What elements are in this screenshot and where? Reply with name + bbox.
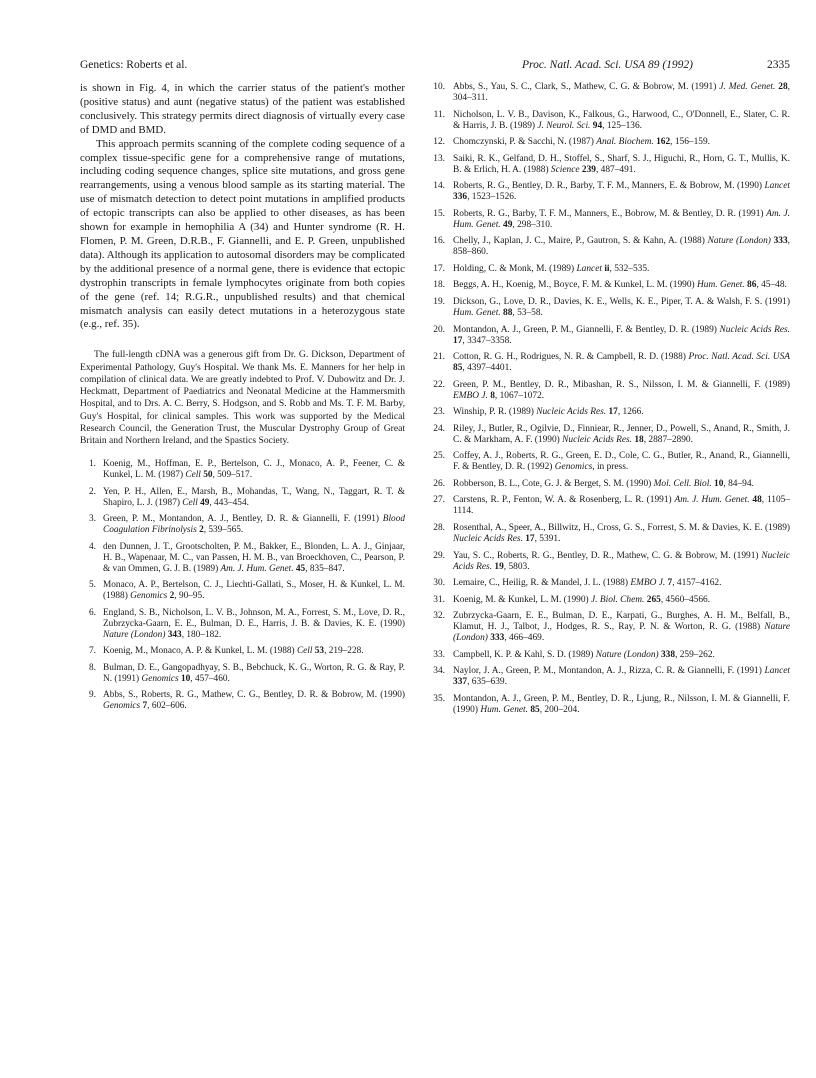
reference-pages: , 1105–1114. <box>453 495 791 517</box>
reference-number: 10 . <box>425 82 445 93</box>
acknowledgment: The full-length cDNA was a generous gift from Dr. G. Dickson, Department of Experimental Pathology, Guy's Hospital. We thank Ms. E. Manners for her help in compilation of clinical data. We are greatly indebted to Prof. V. Dubowitz and Dr. J. Heckmatt, Department of Paediatrics and Neonatal Medicine at the Hammersmith Hospital, and to Drs. A. C. Berry, S. Hodgson, and S. Robb and Ms. T. F. M. Barby, Guy's Hospital, for clinical samples. This work was supported by the Medical Research Council, the Generation Trust, the Muscular Dystrophy Group of Great Britain and Northern Ireland, and the Spastics Society. <box>80 349 405 447</box>
reference-authors: Naylor, J. A., Green, P. M., Montandon, A. J., Rizza, C. R. & Giannelli, F. (1991) <box>453 666 762 677</box>
reference-authors: Chomczynski, P. & Sacchi, N. (1987) <box>453 137 594 148</box>
reference-volume: ii <box>604 263 610 274</box>
reference-volume: 86 <box>747 280 757 291</box>
reference-journal: Blood Coagulation Fibrinolysis <box>103 514 405 536</box>
reference-journal: Anal. Biochem. <box>596 137 654 148</box>
reference-item <box>425 451 790 473</box>
reference-list-right <box>425 82 790 716</box>
reference-volume: 18 <box>634 434 644 445</box>
reference-pages: , 298–310. <box>512 219 553 230</box>
page-number: 2335 <box>767 59 790 71</box>
reference-number: 14 . <box>425 181 445 192</box>
reference-journal: Nucleic Acids Res. <box>453 534 523 545</box>
reference-journal: Nucleic Acids Res. <box>562 434 632 445</box>
reference-number: 13 . <box>425 154 445 165</box>
reference-pages: , 304–311. <box>453 82 790 104</box>
reference-number: 4 . <box>80 542 96 553</box>
reference-authors: Yen, P. H., Allen, E., Marsh, B., Mohandas, T., Wang, N., Taggart, R. T. & Shapiro, L. J. (1987) <box>103 486 405 508</box>
reference-pages: , 835–847. <box>305 563 345 574</box>
reference-volume: 94 <box>592 120 603 131</box>
reference-volume: 239 <box>581 164 596 175</box>
reference-volume: 17 <box>525 534 535 545</box>
reference-authors: Riley, J., Butler, R., Ogilvie, D., Finniear, R., Jenner, D., Powell, S., Anand, R., Smith, J. C. & Markham, A. F. (1990) <box>453 423 790 445</box>
reference-pages: , 4157–4162. <box>672 578 722 589</box>
reference-item <box>425 666 790 688</box>
reference-item <box>425 694 790 716</box>
reference-authors: Nicholson, L. V. B., Davison, K., Falkous, G., Harwood, C., O'Donnell, E., Slater, C. R. & Harris, J. B. (1989) <box>453 109 790 131</box>
reference-journal: Genomics <box>141 673 179 684</box>
reference-authors: Chelly, J., Kaplan, J. C., Maire, P., Gautron, S. & Kahn, A. (1988) <box>453 236 705 247</box>
reference-number: 24 . <box>425 424 445 435</box>
reference-journal: Am. J. Hum. Genet. <box>220 563 294 574</box>
reference-journal: Science <box>550 164 580 175</box>
reference-volume: 162 <box>656 137 671 148</box>
reference-item <box>80 542 405 575</box>
reference-volume: 45 <box>295 563 306 574</box>
reference-authors: Winship, P. R. (1989) <box>453 407 534 418</box>
reference-number: 29 . <box>425 551 445 562</box>
reference-journal: EMBO J. <box>630 578 666 589</box>
reference-journal: Hum. Genet. <box>697 280 745 291</box>
reference-pages: , 5803. <box>503 561 530 572</box>
reference-number: 25 . <box>425 451 445 462</box>
reference-number: 1 . <box>80 459 96 470</box>
reference-pages: , 45–48. <box>756 280 787 291</box>
reference-pages: , 200–204. <box>539 704 580 715</box>
reference-number: 9 . <box>80 690 96 701</box>
reference-number: 28 . <box>425 523 445 534</box>
reference-authors: Roberts, R. G., Barby, T. F. M., Manners, E., Bobrow, M. & Bentley, D. R. (1991) <box>453 208 764 219</box>
reference-journal: Hum. Genet. <box>480 704 528 715</box>
reference-authors: England, S. B., Nicholson, L. V. B., Johnson, M. A., Forrest, S. M., Love, D. R., Zubrzycka-Gaarn, E. E., Bulman, D. E., Harris, J. B. & Davies, K. E. (1990) <box>103 607 405 629</box>
reference-authors: Koenig, M., Monaco, A. P. & Kunkel, L. M. (1988) <box>103 646 295 657</box>
reference-item <box>425 137 790 148</box>
reference-number: 21 . <box>425 352 445 363</box>
reference-item <box>425 209 790 231</box>
reference-authors: Beggs, A. H., Koenig, M., Boyce, F. M. & Kunkel, L. M. (1990) <box>453 280 695 291</box>
reference-journal: Nature (London) <box>453 622 791 644</box>
reference-pages: , 90–95. <box>174 591 205 602</box>
reference-journal: Hum. Genet. <box>453 308 501 319</box>
reference-item <box>425 424 790 446</box>
reference-number: 33 . <box>425 650 445 661</box>
reference-volume: 7 <box>667 578 673 589</box>
reference-number: 35 . <box>425 694 445 705</box>
reference-authors: Yau, S. C., Roberts, R. G., Bentley, D. R., Mathew, C. G. & Bobrow, M. (1991) <box>453 550 759 561</box>
reference-journal: Proc. Natl. Acad. Sci. USA <box>688 352 790 363</box>
reference-pages: , 4397–4401. <box>462 363 512 374</box>
reference-authors: Cotton, R. G. H., Rodrigues, N. R. & Campbell, R. D. (1988) <box>453 352 686 363</box>
reference-authors: Coffey, A. J., Roberts, R. G., Green, E. D., Cole, C. G., Butler, R., Anand, R., Giannelli, F. & Bentley, D. R. (1992) <box>453 451 790 473</box>
reference-volume: 333 <box>490 633 505 644</box>
reference-journal: J. Biol. Chem. <box>591 594 645 605</box>
reference-volume: 17 <box>608 407 618 418</box>
reference-number: 20 . <box>425 325 445 336</box>
reference-volume: 19 <box>494 561 504 572</box>
reference-volume: 53 <box>314 646 325 657</box>
reference-volume: 17 <box>453 335 463 346</box>
reference-journal: J. Med. Genet. <box>719 82 776 92</box>
reference-volume: 50 <box>203 470 213 481</box>
reference-item <box>425 325 790 347</box>
reference-volume: 28 <box>778 82 788 92</box>
reference-number: 15 . <box>425 209 445 220</box>
reference-item <box>425 380 790 402</box>
reference-number: 7 . <box>80 646 96 657</box>
reference-number: 16 . <box>425 236 445 247</box>
reference-authors: Holding, C. & Monk, M. (1989) <box>453 263 575 274</box>
reference-number: 30 . <box>425 578 445 589</box>
right-column <box>425 82 790 721</box>
reference-pages: , 466–469. <box>504 633 545 644</box>
reference-item <box>425 650 790 661</box>
reference-item <box>80 514 405 536</box>
reference-volume: 338 <box>660 649 676 660</box>
reference-item <box>425 578 790 589</box>
reference-pages: , in press. <box>592 462 629 473</box>
reference-item <box>425 595 790 606</box>
reference-pages: , 1523–1526. <box>467 192 517 203</box>
reference-authors: Campbell, K. P. & Kahl, S. D. (1989) <box>453 649 594 660</box>
reference-pages: , 602–606. <box>147 701 187 712</box>
reference-number: 5 . <box>80 580 96 591</box>
reference-pages: , 84–94. <box>723 478 754 489</box>
reference-number: 18 . <box>425 280 445 291</box>
reference-journal: Lancet <box>576 263 602 274</box>
reference-journal: Nucleic Acids Res. <box>453 550 790 572</box>
reference-volume: 48 <box>752 495 762 506</box>
reference-authors: Zubrzycka-Gaarn, E. E., Bulman, D. E., Karpati, G., Burghes, A. H. M., Belfall, B., Klamut, H. J., Talbot, J., Hodges, R. S., Ray, P. N. & Worton, R. G. (1988) <box>453 611 790 633</box>
reference-pages: , 1266. <box>617 407 644 418</box>
reference-pages: , 259–262. <box>675 649 715 660</box>
reference-volume: 85 <box>530 704 540 715</box>
reference-pages: , 858–860. <box>453 236 791 258</box>
reference-item <box>425 82 790 104</box>
reference-pages: , 443–454. <box>209 497 249 508</box>
reference-authors: Montandon, A. J., Green, P. M., Giannelli, F. & Bentley, D. R. (1989) <box>453 324 717 335</box>
reference-volume: 49 <box>200 497 210 508</box>
reference-pages: , 532–535. <box>609 263 650 274</box>
reference-number: 23 . <box>425 407 445 418</box>
reference-volume: 7 <box>142 701 148 712</box>
reference-volume: 265 <box>646 594 661 605</box>
reference-pages: , 487–491. <box>595 164 636 175</box>
reference-volume: 336 <box>453 192 468 203</box>
left-column <box>80 82 405 718</box>
reference-item <box>80 580 405 602</box>
header-journal: Proc. Natl. Acad. Sci. USA 89 (1992) <box>522 59 693 71</box>
reference-journal: Cell <box>185 470 201 481</box>
reference-authors: Abbs, S., Roberts, R. G., Mathew, C. G., Bentley, D. R. & Bobrow, M. (1990) <box>103 690 405 701</box>
reference-item <box>425 236 790 258</box>
reference-volume: 88 <box>503 308 513 319</box>
reference-item <box>425 280 790 291</box>
reference-pages: , 156–159. <box>670 137 711 148</box>
reference-number: 12 . <box>425 137 445 148</box>
reference-authors: Saiki, R. K., Gelfand, D. H., Stoffel, S., Sharf, S. J., Higuchi, R., Horn, G. T., Mullis, K. B. & Erlich, H. A. (1988) <box>453 153 790 175</box>
running-header <box>80 58 790 74</box>
reference-item <box>425 495 790 517</box>
reference-item <box>425 611 790 644</box>
reference-volume: 2 <box>169 591 175 602</box>
reference-journal: Nature (London) <box>707 236 771 247</box>
reference-authors: Koenig, M. & Kunkel, L. M. (1990) <box>453 594 589 605</box>
reference-pages: , 1067–1072. <box>494 390 545 401</box>
reference-journal: Genomics <box>554 462 593 473</box>
reference-number: 6 . <box>80 608 96 619</box>
reference-pages: , 509–517. <box>212 470 253 481</box>
reference-journal: Mol. Cell. Biol. <box>653 478 712 489</box>
reference-authors: Lemaire, C., Heilig, R. & Mandel, J. L. (1988) <box>453 578 628 589</box>
reference-item <box>425 181 790 203</box>
reference-authors: Koenig, M., Hoffman, E. P., Bertelson, C. J., Monaco, A. P., Feener, C. & Kunkel, L. M. (1987) <box>103 459 405 481</box>
reference-item <box>425 479 790 490</box>
reference-item <box>425 154 790 176</box>
reference-journal: Am. J. Hum. Genet. <box>453 208 790 230</box>
reference-authors: Abbs, S., Yau, S. C., Clark, S., Mathew, C. G. & Bobrow, M. (1991) <box>453 82 717 92</box>
reference-volume: 10 <box>714 478 724 489</box>
reference-journal: Nature (London) <box>595 649 659 660</box>
reference-item <box>80 663 405 685</box>
reference-pages: , 539–565. <box>203 525 244 536</box>
reference-item <box>425 551 790 573</box>
reference-journal: Genomics <box>103 701 141 712</box>
reference-item <box>425 297 790 319</box>
reference-number: 3 . <box>80 514 96 525</box>
reference-journal: EMBO J. <box>453 390 488 401</box>
reference-pages: , 3347–3358. <box>462 335 512 346</box>
reference-number: 26 . <box>425 479 445 490</box>
reference-journal: Cell <box>182 497 198 508</box>
reference-authors: Green, P. M., Bentley, D. R., Mibashan, R. S., Nilsson, I. M. & Giannelli, F. (1989) <box>453 379 790 390</box>
reference-number: 8 . <box>80 663 96 674</box>
reference-authors: Montandon, A. J., Green, P. M., Bentley, D. R., Ljung, R., Nilsson, I. M. & Giannelli, F. (1990) <box>453 693 790 715</box>
reference-pages: , 5391. <box>534 534 561 545</box>
reference-authors: den Dunnen, J. T., Grootscholten, P. M., Bakker, E., Blonden, L. A. J., Ginjaar, H. B., Wapenaar, M. C., van Passen, H. M. B., van Broeckhoven, C., Pearson, P. & van Ommen, G. J. B. (1989) <box>103 541 405 574</box>
reference-journal: Lancet <box>764 181 790 192</box>
reference-authors: Monaco, A. P., Bertelson, C. J., Liechti-Gallati, S., Moser, H. & Kunkel, L. M. (1988) <box>103 580 405 602</box>
reference-journal: Nature (London) <box>103 630 166 641</box>
reference-pages: , 219–228. <box>324 646 364 657</box>
reference-volume: 333 <box>773 236 788 247</box>
reference-item <box>425 264 790 275</box>
reference-authors: Bulman, D. E., Gangopadhyay, S. B., Bebchuck, K. G., Worton, R. G. & Ray, P. N. (1991) <box>103 662 405 684</box>
reference-volume: 10 <box>181 673 191 684</box>
reference-item <box>80 459 405 481</box>
reference-number: 22 . <box>425 380 445 391</box>
reference-number: 2 . <box>80 487 96 498</box>
reference-pages: , 4560–4566. <box>660 594 711 605</box>
reference-number: 34 . <box>425 666 445 677</box>
reference-journal: Lancet <box>764 666 791 677</box>
reference-authors: Roberts, R. G., Bentley, D. R., Barby, T. F. M., Manners, E. & Bobrow, M. (1990) <box>453 181 763 192</box>
reference-item <box>425 407 790 418</box>
reference-list-left <box>80 459 405 712</box>
reference-item <box>80 608 405 641</box>
reference-pages: , 53–58. <box>512 308 543 319</box>
reference-journal: J. Neurol. Sci. <box>537 120 591 131</box>
reference-number: 27 . <box>425 495 445 506</box>
reference-item <box>80 690 405 712</box>
reference-journal: Cell <box>296 646 313 657</box>
header-left: Genetics: Roberts et al. <box>80 59 188 71</box>
reference-authors: Rosenthal, A., Speer, A., Billwitz, H., Cross, G. S., Forrest, S. M. & Davies, K. E. (1989) <box>453 522 790 533</box>
reference-volume: 2 <box>199 525 204 536</box>
reference-authors: Dickson, G., Love, D. R., Davies, K. E., Wells, K. E., Piper, T. A. & Walsh, F. S. (1991) <box>453 296 790 307</box>
reference-journal: Genomics <box>130 591 168 602</box>
reference-pages: , 2887–2890. <box>643 434 693 445</box>
reference-number: 19 . <box>425 297 445 308</box>
reference-journal: Nucleic Acids Res. <box>719 324 790 335</box>
reference-pages: , 125–136. <box>602 120 642 131</box>
body-paragraph: is shown in Fig. 4, in which the carrier status of the patient's mother (positive status) and aunt (negative status) of the patient was established conclusively. This strategy permits direct diagnosis of virtually every case of DMD and BMD. <box>80 82 405 136</box>
reference-number: 31 . <box>425 595 445 606</box>
reference-volume: 8 <box>490 390 495 401</box>
reference-authors: Green, P. M., Montandon, A. J., Bentley, D. R. & Giannelli, F. (1991) <box>103 514 379 525</box>
reference-pages: , 457–460. <box>190 673 230 684</box>
reference-number: 32 . <box>425 611 445 622</box>
reference-item <box>80 487 405 509</box>
body-paragraph: This approach permits scanning of the complete coding sequence of a complex tissue-specific gene for a comprehensive range of mutations, including coding sequence changes, splice site mutations, and gross gene rearrangements, using a venous blood sample as its starting material. The use of mismatch detection to detect point mutations in amplified products of ectopic transcripts can also be applied to other diseases, as has been shown for example in hemophilia A (34) and Hunter syndrome (R. H. Flomen, P. M. Green, D.R.B., F. Giannelli, and E. P. Green, unpublished data). Although its application to autosomal disorders may be complicated by the additional presence of a normal gene, there is evidence that ectopic dystrophin transcripts in female lymphocytes originate from both copies of the gene (ref. 14; R.G.R., unpublished results) and that chemical mismatch analysis can easily detect mutations in a heterozygous state (e.g., ref. 35). <box>80 137 405 331</box>
reference-item <box>425 523 790 545</box>
reference-authors: Carstens, R. P., Fenton, W. A. & Rosenberg, L. R. (1991) <box>453 495 672 506</box>
reference-journal: Am. J. Hum. Genet. <box>674 495 750 506</box>
reference-pages: , 180–182. <box>181 630 222 641</box>
reference-pages: , 635–639. <box>467 677 507 688</box>
reference-volume: 337 <box>453 677 468 688</box>
reference-item <box>80 646 405 657</box>
reference-journal: Nucleic Acids Res. <box>536 407 607 418</box>
reference-volume: 85 <box>453 363 463 374</box>
reference-number: 17 . <box>425 264 445 275</box>
reference-volume: 49 <box>503 219 513 230</box>
reference-item <box>425 352 790 374</box>
reference-item <box>425 110 790 132</box>
reference-volume: 343 <box>167 630 182 641</box>
reference-number: 11 . <box>425 110 445 121</box>
reference-authors: Robberson, B. L., Cote, G. J. & Berget, S. M. (1990) <box>453 478 652 489</box>
